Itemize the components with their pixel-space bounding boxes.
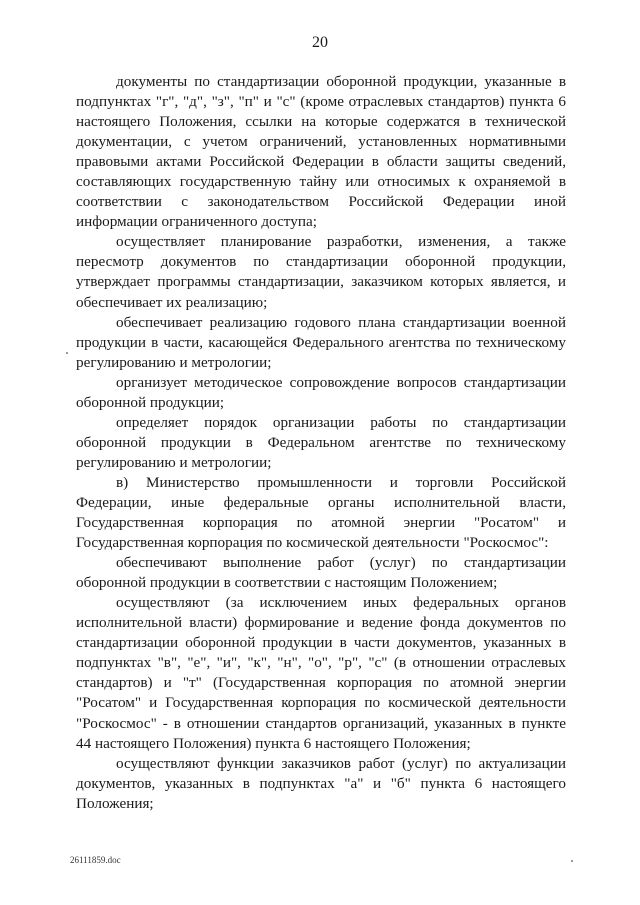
paragraph: организует методическое сопровождение вопросов стандартизации оборонной продукции; <box>76 373 566 411</box>
scan-speck <box>66 352 68 354</box>
scan-speck <box>571 860 573 862</box>
body-text <box>76 72 566 814</box>
paragraph-subsection-v: в) Министерство промышленности и торговли Российской Федерации, иные федеральные органы исполнительной власти, Государственная корпорация по атомной энергии "Росатом" и Государственная корпорация по космической деятельности "Роскосмос": <box>76 473 566 552</box>
footer-file-code: 26111859.doc <box>70 855 121 865</box>
paragraph: осуществляют (за исключением иных федеральных органов исполнительной власти) формирование и ведение фонда документов по стандартизации оборонной продукции в части документов, указанных в подпунктах "в", "е", "и", "к", "н", "о", "р", "с" (в отношении отраслевых стандартов) и "т" (Государственная корпорация по атомной энергии "Росатом" и Государственная корпорация по космической деятельности "Роскосмос" - в отношении стандартов организаций, указанных в пункте 44 настоящего Положения) пункта 6 настоящего Положения; <box>76 594 566 752</box>
paragraph-continuation: документы по стандартизации оборонной продукции, указанные в подпунктах "г", "д", "з", "п" и "с" (кроме отраслевых стандартов) пункта 6 настоящего Положения, ссылки на которые содержатся в технической документации, с учетом ограничений, установленных нормативными правовыми актами Российской Федерации в области защиты сведений, составляющих государственную тайну или относимых к охраняемой в соответствии с законодательством Российской Федерации иной информации ограниченного доступа; <box>76 73 566 231</box>
paragraph: обеспечивает реализацию годового плана стандартизации военной продукции в части, касающейся Федерального агентства по техническому регулированию и метрологии; <box>76 313 566 371</box>
paragraph: определяет порядок организации работы по стандартизации оборонной продукции в Федеральном агентстве по техническому регулированию и метрологии; <box>76 413 566 471</box>
paragraph: осуществляют функции заказчиков работ (услуг) по актуализации документов, указанных в подпунктах "а" и "б" пункта 6 настоящего Положения; <box>76 754 566 812</box>
page-number: 20 <box>312 34 328 51</box>
paragraph: обеспечивают выполнение работ (услуг) по стандартизации оборонной продукции в соответствии с настоящим Положением; <box>76 554 566 592</box>
paragraph: осуществляет планирование разработки, изменения, а также пересмотр документов по стандартизации оборонной продукции, утверждает программы стандартизации, заказчиком которых является, и обеспечивает их реализацию; <box>76 233 566 311</box>
